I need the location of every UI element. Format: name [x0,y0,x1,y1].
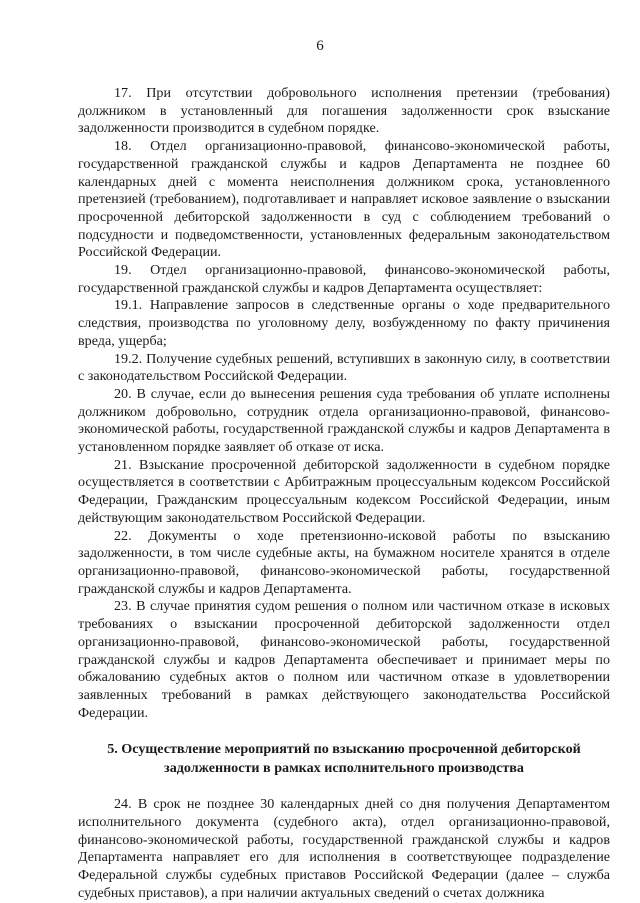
section-heading-line-1: 5. Осуществление мероприятий по взысканию просроченной дебиторской [107,741,581,758]
document-body [78,85,610,903]
paragraph-19-1: 19.1. Направление запросов в следственные органы о ходе предварительного следствия, производства по уголовному делу, возбужденному по факту причинения вреда, ущерба; [78,297,610,349]
paragraph-20: 20. В случае, если до вынесения решения суда требования об уплате исполнены должником добровольно, сотрудник отдела организационно-правовой, финансово-экономической работы, государственной гражданской службы и кадров Департамента в установленном порядке заявляет об отказе от иска. [78,385,610,456]
section-heading-line-2: задолженности в рамках исполнительного производства [164,760,524,777]
paragraph-23: 23. В случае принятия судом решения о полном или частичном отказе в исковых требованиях о взыскании просроченной дебиторской задолженности отдел организационно-правовой, финансово-экономической работы, государственной гражданской службы и кадров Департамента обеспечивает и принимает меры по обжалованию судебных актов о полном или частичном отказе в удовлетворении заявленных требований в рамках действующего законодательства Российской Федерации. [78,598,610,721]
paragraph-24: 24. В срок не позднее 30 календарных дней со дня получения Департаментом исполнительного документа (судебного акта), отдел организационно-правовой, финансово-экономической работы, государственной гражданской службы и кадров Департамента направляет его для исполнения в соответствующее подразделение Федеральной службы судебных приставов Российской Федерации (далее – служба судебных приставов), а при наличии актуальных сведений о счетах должника [78,796,610,901]
paragraph-19: 19. Отдел организационно-правовой, финансово-экономической работы, государственной гражданской службы и кадров Департамента осуществляет: [78,262,610,296]
page-number: 6 [316,38,324,54]
paragraph-21: 21. Взыскание просроченной дебиторской задолженности в судебном порядке осуществляется в соответствии с Арбитражным процессуальным кодексом Российской Федерации, Гражданским процессуальным кодексом Российской Федерации, иным действующим законодательством Российской Федерации. [78,456,610,526]
section-5-heading [78,740,610,778]
paragraph-19-2: 19.2. Получение судебных решений, вступивших в законную силу, в соответствии с законодательством Российской Федерации. [78,350,610,385]
paragraph-22: 22. Документы о ходе претензионно-исковой работы по взысканию задолженности, в том числе судебные акты, на бумажном носителе хранятся в отделе организационно-правовой, финансово-экономической работы, государственной гражданской службы и кадров Департамента. [78,527,610,597]
paragraph-17: 17. При отсутствии добровольного исполнения претензии (требования) должником в установленный для погашения задолженности срок взыскание задолженности производится в судебном порядке. [78,85,610,137]
paragraph-18: 18. Отдел организационно-правовой, финансово-экономической работы, государственной гражданской службы и кадров Департамента не позднее 60 календарных дней с момента неисполнения должником срока, установленного претензией (требованием), подготавливает и направляет исковое заявление о взыскании просроченной дебиторской задолженности в суд с соблюдением требований о подсудности и подведомственности, установленных федеральным законодательством Российской Федерации. [78,138,610,261]
